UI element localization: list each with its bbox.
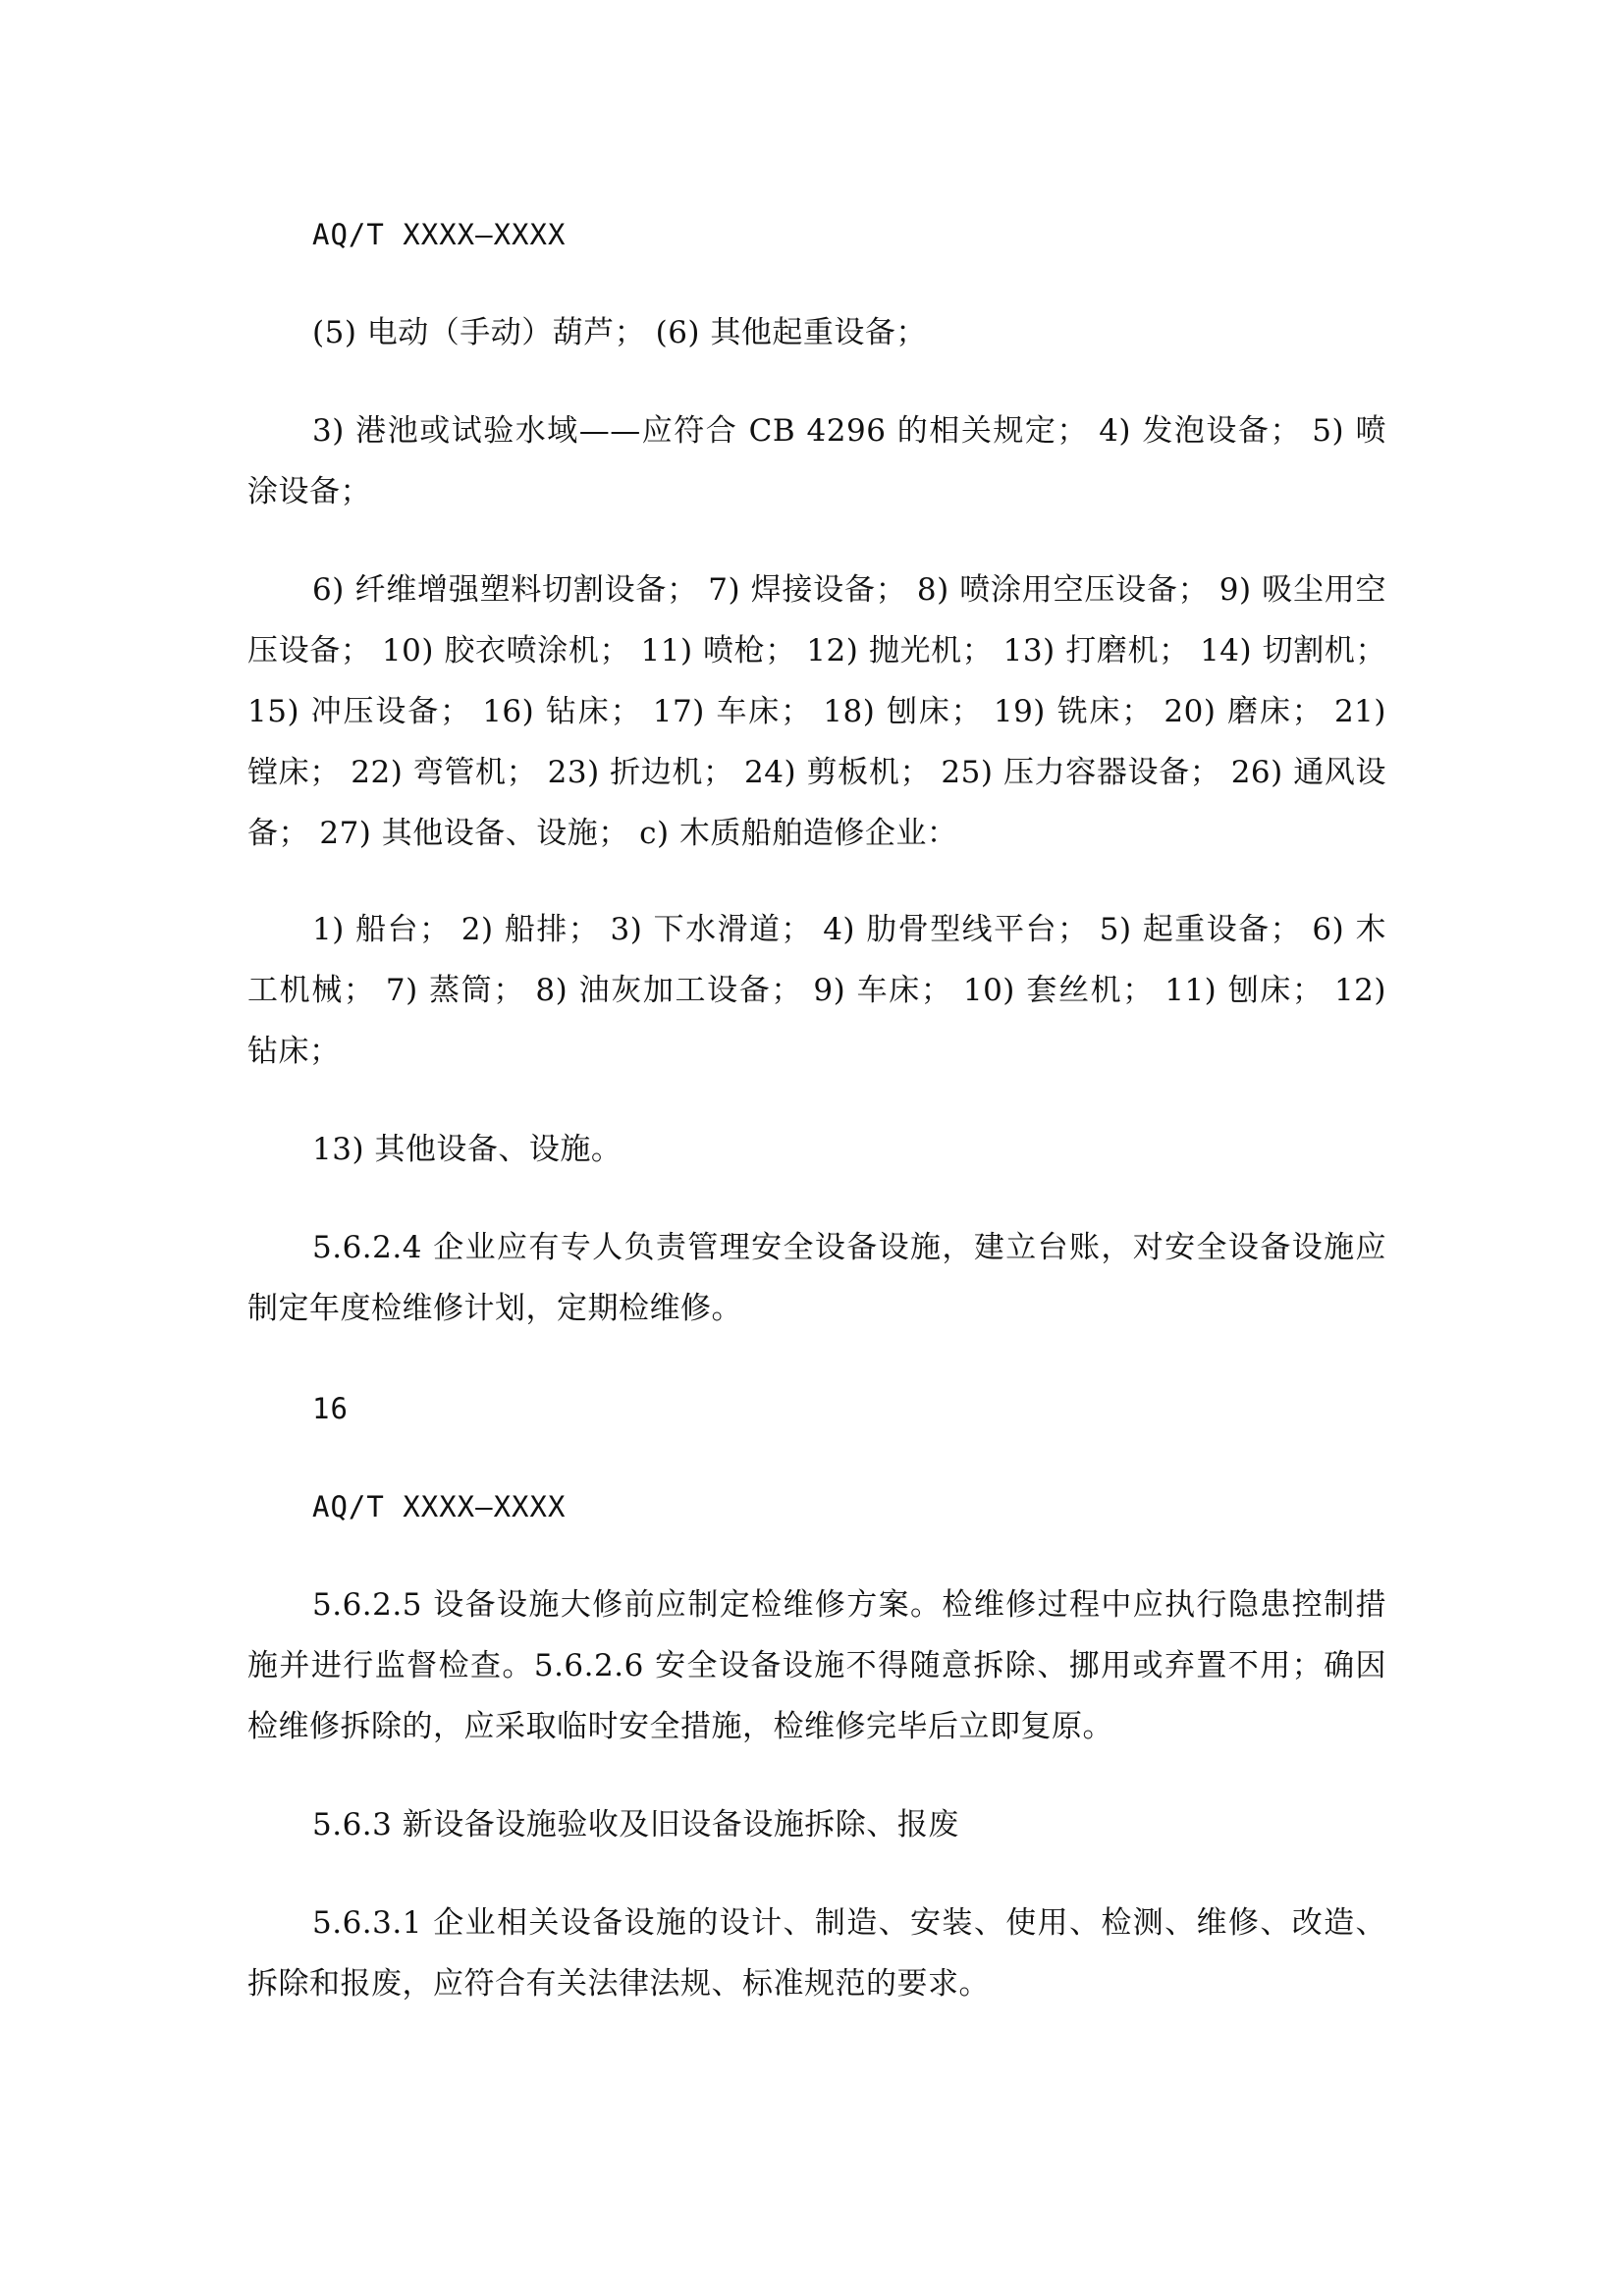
paragraph-5-6-3-1: 5.6.3.1 企业相关设备设施的设计、制造、安装、使用、检测、维修、改造、拆除和报废，应符合有关法律法规、标准规范的要求。	[247, 1905, 1386, 2002]
paragraph-lifting-equipment: (5) 电动（手动）葫芦； (6) 其他起重设备；	[312, 315, 927, 350]
paragraph-other-equipment: 13) 其他设备、设施。	[312, 1132, 623, 1167]
paragraph-harbor-equipment: 3) 港池或试验水域——应符合 CB 4296 的相关规定； 4) 发泡设备； 5) 喷涂设备；	[247, 413, 1386, 509]
paragraph-wooden-ship-equipment: 1) 船台； 2) 船排； 3) 下水滑道； 4) 肋骨型线平台； 5) 起重设备； 6) 木工机械； 7) 蒸筒； 8) 油灰加工设备； 9) 车床； 10) 套丝机； 11) 刨床； 12) 钻床；	[247, 912, 1386, 1069]
paragraph-frp-equipment-list: 6) 纤维增强塑料切割设备； 7) 焊接设备； 8) 喷涂用空压设备； 9) 吸尘用空压设备； 10) 胶衣喷涂机； 11) 喷枪； 12) 抛光机； 13) 打磨机； 14) 切割机； 15) 冲压设备； 16) 钻床； 17) 车床； 18) 刨床； 19) 铣床； 20) 磨床； 21) 镗床； 22) 弯管机； 23) 折边机； 24) 剪板机； 25) 压力容器设备； 26) 通风设备； 27) 其他设备、设施； c) 木质船舶造修企业：	[247, 572, 1386, 851]
page-header: AQ/T XXXX—XXXX	[312, 218, 567, 251]
section-heading-5-6-3: 5.6.3 新设备设施验收及旧设备设施拆除、报废	[312, 1807, 959, 1842]
page-number: 16	[312, 1392, 349, 1425]
paragraph-5-6-2-4: 5.6.2.4 企业应有专人负责管理安全设备设施，建立台账，对安全设备设施应制定年度检维修计划，定期检维修。	[247, 1230, 1386, 1326]
paragraph-5-6-2-5: 5.6.2.5 设备设施大修前应制定检维修方案。检维修过程中应执行隐患控制措施并进行监督检查。5.6.2.6 安全设备设施不得随意拆除、挪用或弃置不用；确因检维修拆除的，应采取临时安全措施，检维修完毕后立即复原。	[247, 1587, 1386, 1744]
page-header-repeat: AQ/T XXXX—XXXX	[312, 1490, 567, 1523]
